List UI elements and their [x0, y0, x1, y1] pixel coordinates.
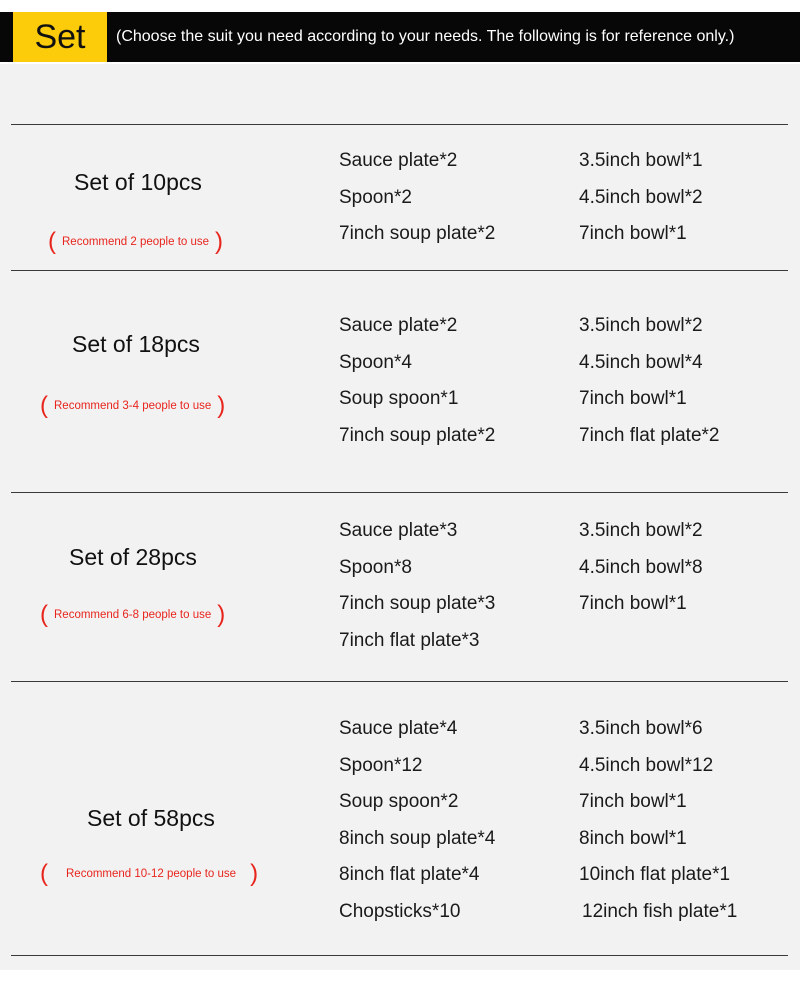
- item-right: 12inch fish plate*1: [582, 901, 738, 922]
- item-left: Sauce plate*4: [339, 718, 458, 739]
- item-left: 7inch flat plate*3: [339, 630, 480, 651]
- set-title: Set of 58pcs: [87, 805, 215, 831]
- header-bar: [0, 0, 800, 64]
- item-right: 3.5inch bowl*2: [579, 315, 703, 336]
- set-title: Set of 28pcs: [69, 544, 197, 570]
- divider: [11, 492, 788, 493]
- item-right: 7inch bowl*1: [579, 223, 687, 244]
- item-left: 7inch soup plate*2: [339, 223, 496, 244]
- divider: [11, 270, 788, 271]
- item-right: 4.5inch bowl*4: [579, 352, 703, 373]
- item-right: 4.5inch bowl*8: [579, 557, 703, 578]
- item-left: 7inch soup plate*2: [339, 425, 496, 446]
- item-right: 8inch bowl*1: [579, 828, 687, 849]
- recommend-note: ( Recommend 2 people to use ): [48, 228, 224, 255]
- item-left: Spoon*12: [339, 755, 423, 776]
- item-right: 7inch flat plate*2: [579, 425, 720, 446]
- divider: [11, 955, 788, 956]
- item-left: Spoon*8: [339, 557, 412, 578]
- item-right: 7inch bowl*1: [579, 593, 687, 614]
- content-panel: [0, 64, 800, 970]
- item-left: Spoon*4: [339, 352, 412, 373]
- item-left: Soup spoon*2: [339, 791, 459, 812]
- item-left: Soup spoon*1: [339, 388, 459, 409]
- item-right: 4.5inch bowl*2: [579, 187, 703, 208]
- header-note: (Choose the suit you need according to your needs. The following is for reference only.): [116, 28, 735, 45]
- item-left: 8inch flat plate*4: [339, 864, 480, 885]
- set-title: Set of 18pcs: [72, 331, 200, 357]
- item-right: 3.5inch bowl*6: [579, 718, 703, 739]
- item-left: Chopsticks*10: [339, 901, 461, 922]
- header-tab-label: Set: [13, 12, 107, 62]
- divider: [11, 681, 788, 682]
- item-left: Sauce plate*3: [339, 520, 458, 541]
- item-left: 7inch soup plate*3: [339, 593, 496, 614]
- item-left: Sauce plate*2: [339, 150, 458, 171]
- item-right: 7inch bowl*1: [579, 388, 687, 409]
- item-right: 7inch bowl*1: [579, 791, 687, 812]
- item-left: Sauce plate*2: [339, 315, 458, 336]
- set-title: Set of 10pcs: [74, 169, 202, 195]
- item-right: 3.5inch bowl*1: [579, 150, 703, 171]
- divider: [11, 124, 788, 125]
- item-left: 8inch soup plate*4: [339, 828, 496, 849]
- item-right: 3.5inch bowl*2: [579, 520, 703, 541]
- recommend-note: ( Recommend 6-8 people to use ): [40, 601, 226, 628]
- recommend-note: ( Recommend 10-12 people to use ): [40, 860, 259, 887]
- item-right: 4.5inch bowl*12: [579, 755, 714, 776]
- recommend-note: ( Recommend 3-4 people to use ): [40, 392, 226, 419]
- item-left: Spoon*2: [339, 187, 412, 208]
- item-right: 10inch flat plate*1: [579, 864, 731, 885]
